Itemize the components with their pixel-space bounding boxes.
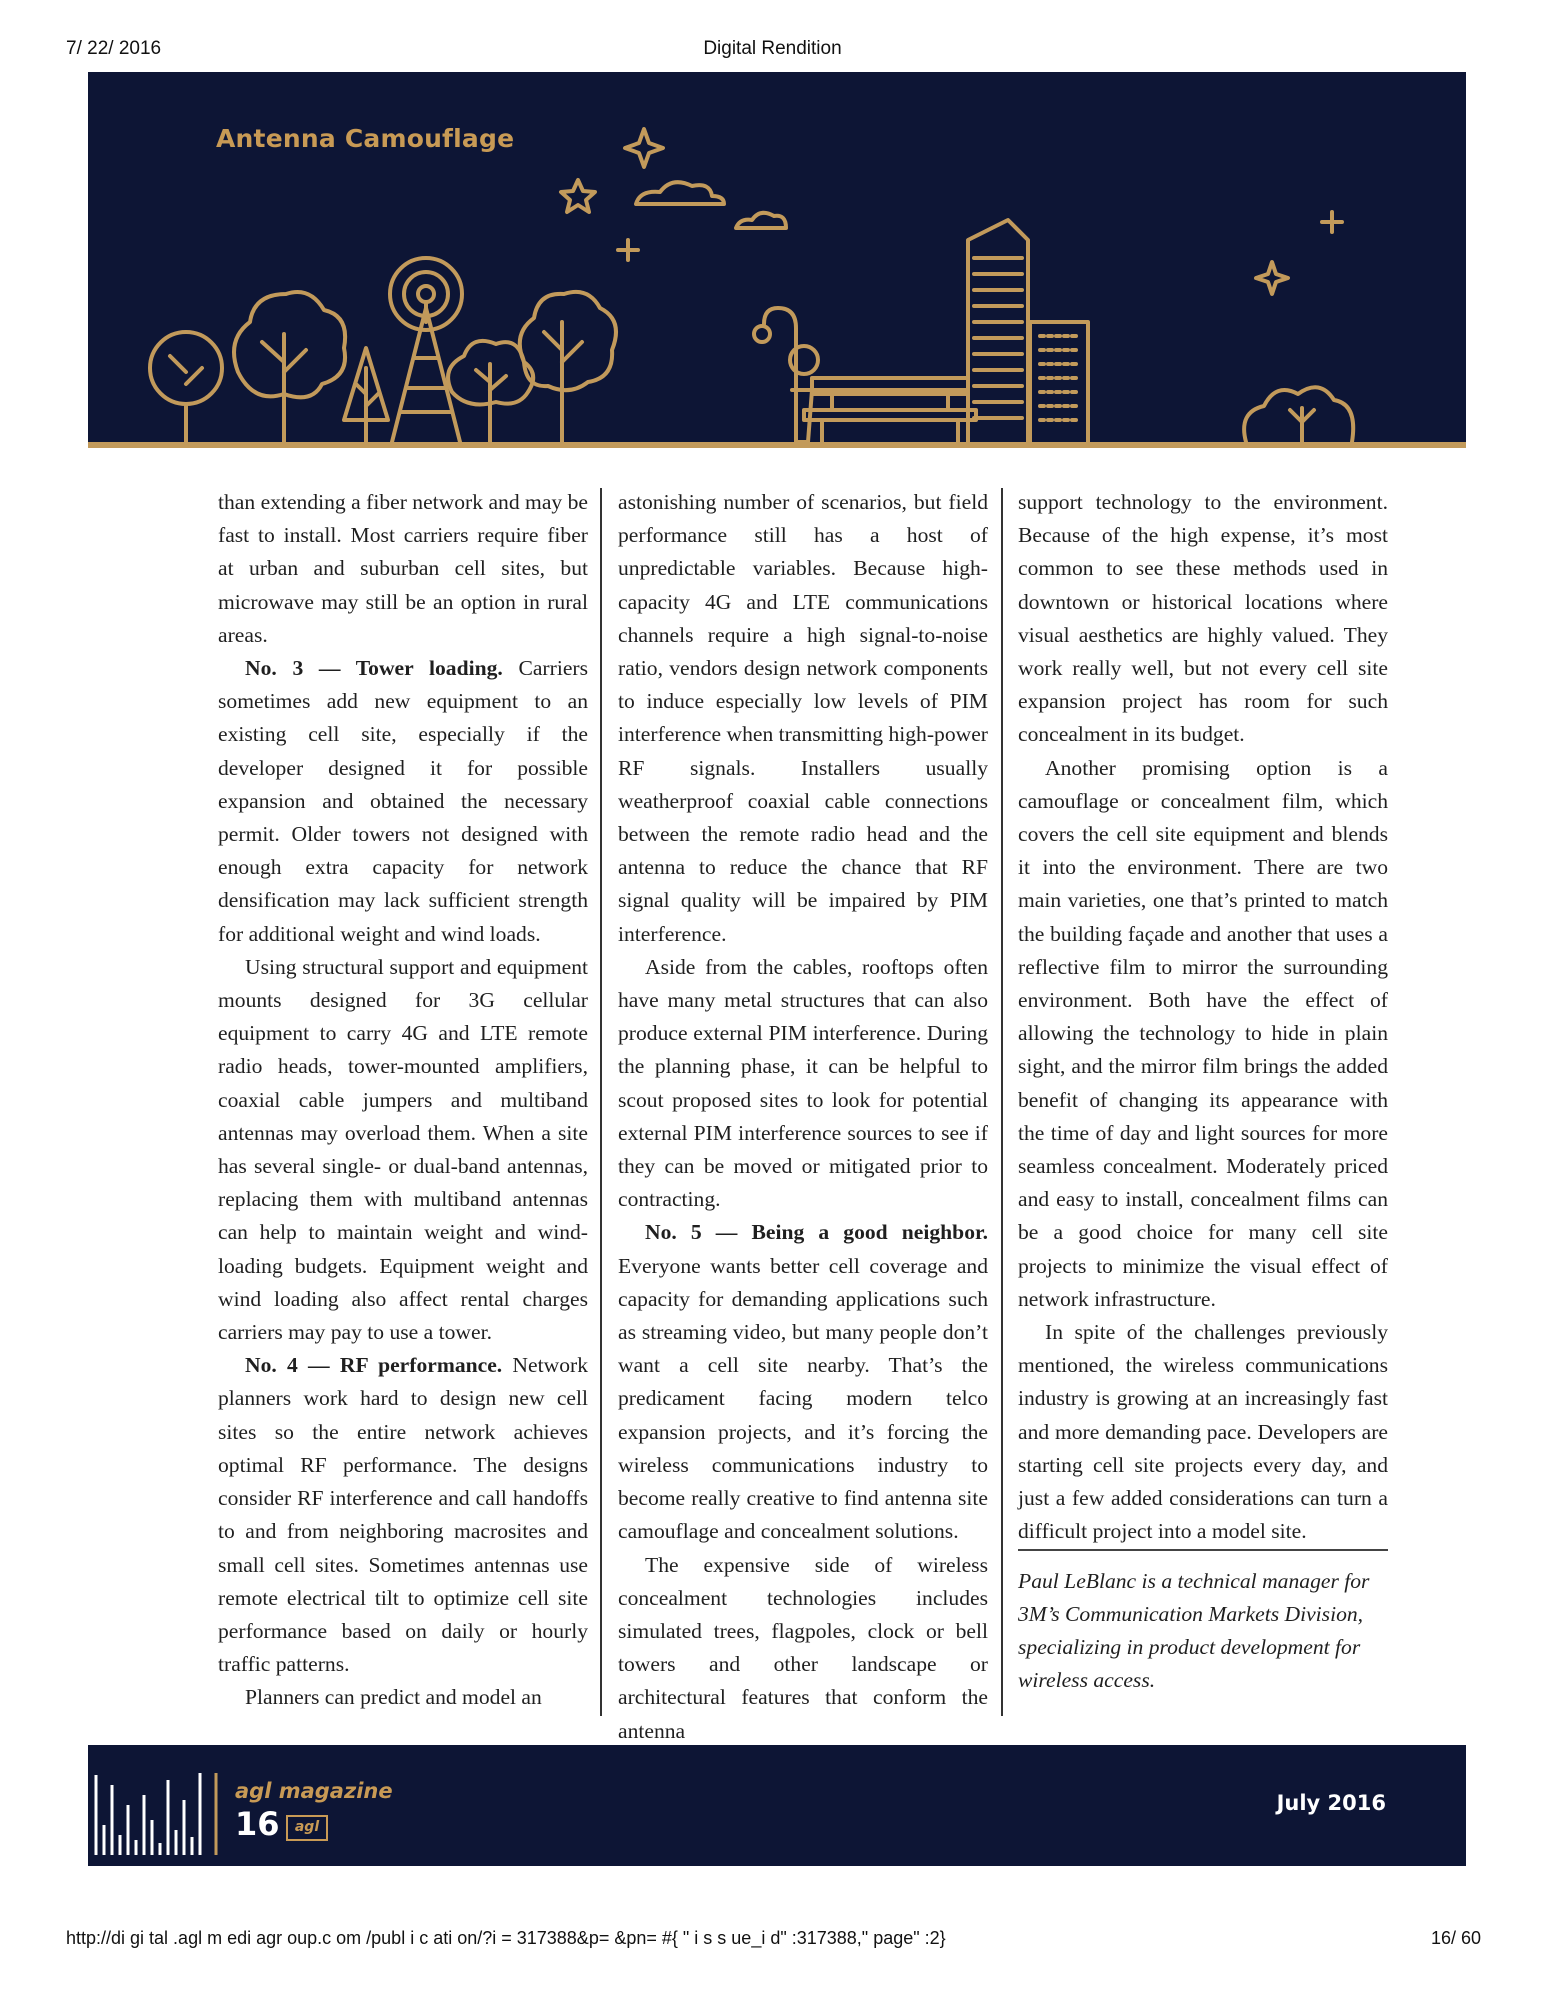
subheading: No. 4 — RF performance. bbox=[245, 1353, 503, 1378]
print-page-counter: 16/ 60 bbox=[1430, 1928, 1481, 1948]
magazine-footer bbox=[88, 1745, 1466, 1866]
bush-icon bbox=[1244, 387, 1353, 442]
paragraph: astonishing number of scenarios, but field performance still has a host of unpredictable variables. Because high-capacity 4G and LTE communications channels require a high signal-to-noise ratio, vendors design network components to induce especially low levels of PIM interference when transmitting high-power RF signals. Installers usually weatherproof coaxial cable connections between the remote radio head and the antenna to reduce the chance that RF signal quality will be impaired by PIM interference. bbox=[618, 490, 988, 946]
print-footer bbox=[0, 1928, 1545, 1952]
pine-tree-icon bbox=[344, 348, 388, 442]
column-1 bbox=[218, 486, 588, 1715]
tree-icon bbox=[520, 292, 616, 442]
paragraph: support technology to the environment. Because of the high expense, it’s most common to see these methods used in downtown or historical locations where visual aesthetics are highly valued. They work really well, but not every cell site expansion project has room for such concealment in its budget. bbox=[1018, 490, 1388, 747]
banner-ground-line bbox=[88, 442, 1466, 448]
paragraph: Another promising option is a camouflage or concealment film, which covers the cell site equipment and blends it into the environment. There are two main varieties, one that’s printed to match the building façade and another that uses a reflective film to mirror the surrounding environment. Both have the effect of allowing the technology to hide in plain sight, and the mirror film brings the added benefit of changing its appearance with the time of day and light sources for more seamless concealment. Moderately priced and easy to install, concealment films can be a good choice for many cell site projects to minimize the visual effect of network infrastructure. bbox=[1018, 755, 1388, 1311]
antenna-tower-icon bbox=[390, 258, 462, 442]
paragraph: Planners can predict and model an bbox=[245, 1685, 542, 1710]
section-label: Antenna Camouflage bbox=[216, 124, 515, 153]
paragraph-text: Everyone wants better cell coverage and capacity for demanding applications such as streaming video, but many people don’t want a cell site nearby. That’s the predicament facing modern telco expansion projects, and it’s forcing the wireless communications industry to become really creative to find antenna site camouflage and concealment solutions. bbox=[618, 1253, 988, 1544]
column-divider bbox=[600, 488, 602, 1716]
print-date: 7/ 22/ 2016 bbox=[66, 38, 162, 59]
tree-icon bbox=[234, 292, 345, 442]
print-header bbox=[0, 38, 1545, 62]
article-body bbox=[0, 486, 1545, 1743]
sparkle-icon bbox=[1256, 262, 1288, 294]
paragraph bbox=[218, 1349, 588, 1681]
issue-date: July 2016 bbox=[1276, 1791, 1386, 1815]
paragraph bbox=[218, 652, 588, 951]
author-bio: Paul LeBlanc is a technical manager for 3M’s Communication Markets Division, specializing in product development for wireless access. bbox=[1018, 1549, 1388, 1698]
subheading: No. 5 — Being a good neighbor. bbox=[645, 1220, 988, 1245]
illustration-banner bbox=[88, 72, 1466, 448]
agl-logo: agl bbox=[286, 1815, 328, 1841]
magazine-name: agl magazine bbox=[235, 1779, 393, 1803]
column-3 bbox=[1018, 486, 1388, 1697]
subheading: No. 3 — Tower loading. bbox=[245, 656, 503, 681]
paragraph: than extending a fiber network and may be fast to install. Most carriers require fiber at urban and suburban cell sites, but microwave may still be an option in rural areas. bbox=[218, 490, 588, 647]
bench-icon bbox=[804, 378, 976, 442]
paragraph-text: Network planners work hard to design new cell sites so the entire network achieves optimal RF performance. The designs consider RF interference and call handoffs to and from neighboring macrosites and small cell sites. Sometimes antennas use remote electrical tilt to optimize cell site performance based on daily or hourly traffic patterns. bbox=[218, 1353, 588, 1677]
print-url[interactable]: http://di gi tal .agl m edi agr oup.c om /publ i c ati on/?i = 317388&p= &pn= #{ " i s s ue_i d" :317388," page" :2} bbox=[66, 1928, 946, 1948]
star-icon bbox=[561, 180, 595, 212]
paragraph bbox=[618, 1216, 988, 1548]
print-title: Digital Rendition bbox=[703, 38, 842, 59]
paragraph: Using structural support and equipment mounts designed for 3G cellular equipment to carry 4G and LTE remote radio heads, tower-mounted amplifiers, coaxial cable jumpers and multiband antennas may overload them. When a site has several single- or dual-band antennas, replacing them with multiband antennas can help to maintain weight and wind-loading budgets. Equipment weight and wind loading also affect rental charges carriers may pay to use a tower. bbox=[218, 954, 588, 1345]
page-number: 16 bbox=[235, 1805, 280, 1843]
tree-icon bbox=[150, 332, 222, 442]
paragraph-text: Carriers sometimes add new equipment to an existing cell site, especially if the developer designed it for possible expansion and obtained the necessary permit. Older towers not designed with enough extra capacity for network densification may lack sufficient strength for additional weight and wind loads. bbox=[218, 656, 588, 946]
city-skyline-illustration bbox=[88, 72, 1466, 448]
barcode-graphic bbox=[88, 1765, 228, 1855]
cloud-icon bbox=[636, 182, 724, 204]
paragraph: Aside from the cables, rooftops often have many metal structures that can also produce external PIM interference. During the planning phase, it can be helpful to scout proposed sites to look for potential external PIM interference sources to see if they can be moved or mitigated prior to contracting. bbox=[618, 954, 988, 1212]
cloud-icon bbox=[736, 213, 786, 228]
building-icon bbox=[1030, 322, 1088, 442]
column-2 bbox=[618, 486, 988, 1748]
paragraph: The expensive side of wireless concealment technologies includes simulated trees, flagpoles, clock or bell towers and other landscape or architectural features that conform the antenna bbox=[618, 1552, 988, 1743]
plus-icon bbox=[618, 240, 638, 260]
plus-icon bbox=[1322, 212, 1342, 232]
paragraph: In spite of the challenges previously mentioned, the wireless communications industry is growing at an increasingly fast and more demanding pace. Developers are starting cell site projects every day, and just a few added considerations can turn a difficult project into a model site. bbox=[1018, 1320, 1388, 1544]
column-divider bbox=[1001, 488, 1003, 1716]
sparkle-icon bbox=[625, 129, 663, 167]
